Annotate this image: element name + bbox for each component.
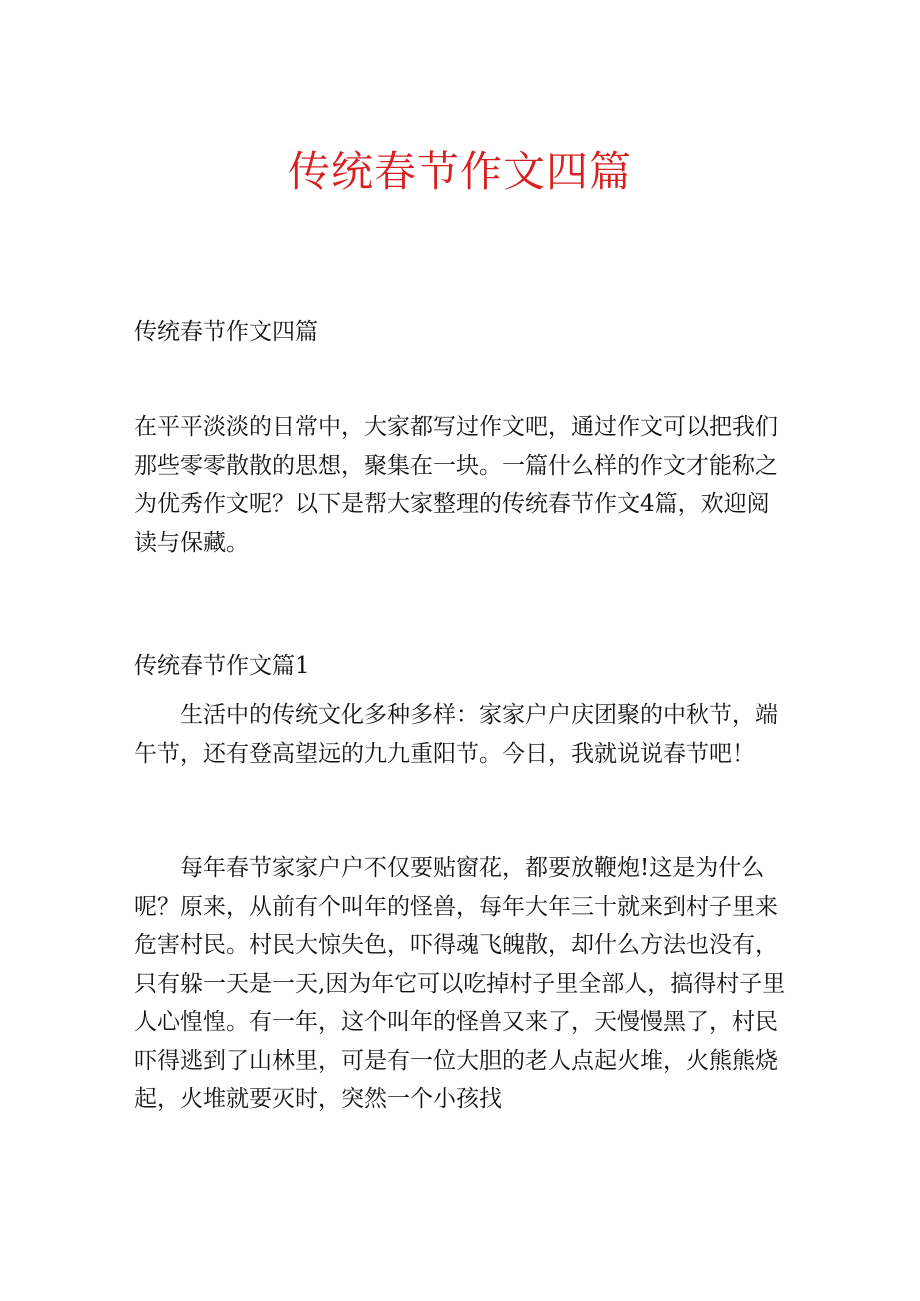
body-paragraph: 每年春节家家户户不仅要贴窗花，都要放鞭炮!这是为什么呢？原来，从前有个叫年的怪兽，每年大年三十就来到村子里来危害村民。村民大惊失色，吓得魂飞魄散，却什么方法也没有，只有躲一天是一天,因为年它可以吃掉村子里全部人，搞得村子里人心惶惶。有一年，这个叫年的怪兽又来了，天慢慢黑了，村民吓得逃到了山林里，可是有一位大胆的老人点起火堆，火熊熊烧起，火堆就要灭时，突然一个小孩找 bbox=[134, 855, 786, 1112]
intro-paragraph: 在平平淡淡的日常中，大家都写过作文吧，通过作文可以把我们那些零零散散的思想，聚集在一块。一篇什么样的作文才能称之为优秀作文呢？以下是帮大家整理的传统春节作文4篇，欢迎阅读与保藏。 bbox=[134, 414, 778, 556]
document-title: 传统春节作文四篇 bbox=[287, 147, 632, 196]
body-paragraph: 生活中的传统文化多种多样：家家户户庆团聚的中秋节，端午节，还有登高望远的九九重阳节。今日，我就说说春节吧！ bbox=[134, 702, 778, 767]
document-subtitle: 传统春节作文四篇 bbox=[134, 319, 318, 345]
section-heading: 传统春节作文篇1 bbox=[134, 653, 310, 679]
